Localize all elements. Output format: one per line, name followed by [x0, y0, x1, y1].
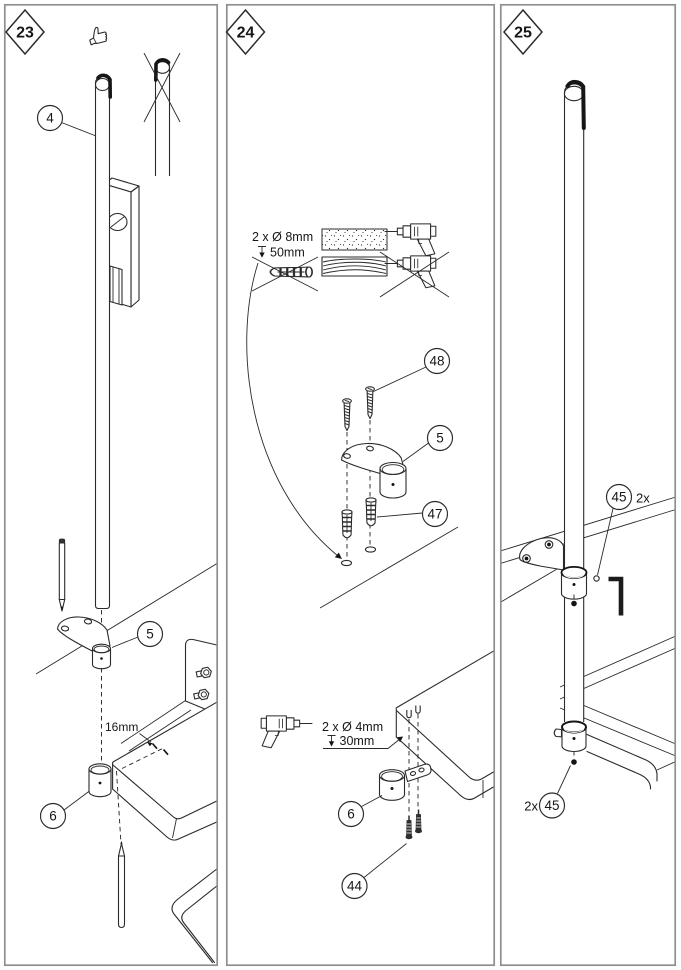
callout-number: 6 — [49, 808, 57, 824]
wall-anchor-icon — [342, 510, 352, 538]
screw-icon — [343, 399, 352, 431]
step-badge — [504, 10, 542, 54]
callout-47 — [377, 502, 448, 527]
step-number: 23 — [16, 24, 34, 42]
panel-step-23 — [5, 5, 217, 965]
callout-5 — [112, 622, 163, 648]
callout-45-top — [598, 485, 651, 576]
callout-5 — [403, 426, 453, 462]
callout-45-bottom — [524, 766, 570, 819]
wall-drill-note — [252, 230, 313, 260]
set-screw-hole — [392, 483, 395, 486]
step-badge — [227, 10, 265, 54]
pole-wrong-orientation — [144, 53, 180, 176]
drill-icon — [261, 716, 312, 748]
wall-anchor-icon — [252, 257, 318, 291]
concrete-material-swatch — [322, 229, 387, 250]
callout-6 — [41, 791, 90, 829]
pilot-hole — [407, 710, 411, 718]
pole-clamp-part — [89, 764, 111, 797]
wall-edge-line — [320, 527, 458, 608]
set-screw — [571, 759, 577, 765]
quantity-label: 2x — [636, 490, 650, 506]
allen-key-icon — [609, 579, 622, 616]
callout-4 — [38, 106, 97, 137]
callout-number: 47 — [427, 506, 443, 522]
step-number: 25 — [514, 24, 532, 42]
clamp-plate-edge — [554, 729, 561, 737]
set-screw-hole — [573, 583, 576, 586]
callout-44 — [342, 844, 407, 899]
desk-drill-note — [322, 720, 403, 749]
drilled-hole — [342, 560, 352, 565]
panel-frame — [501, 5, 675, 965]
set-screw-hole — [391, 787, 394, 790]
drill-spec-label: 2 x Ø 4mm — [322, 720, 384, 734]
step-badge — [6, 10, 44, 54]
shelf-corner — [172, 869, 217, 963]
pole-part — [96, 75, 111, 608]
pole-clamp-part — [380, 764, 432, 800]
callout-number: 45 — [544, 798, 560, 814]
wall-edge-lines — [501, 497, 676, 699]
callout-number: 45 — [611, 489, 627, 505]
drill-spec-label: 2 x Ø 8mm — [252, 230, 314, 244]
pole-ring-part — [562, 567, 587, 599]
drill-not-allowed — [380, 252, 449, 297]
drill-depth-label: 30mm — [339, 734, 375, 748]
panel-step-24 — [227, 5, 495, 965]
callout-number: 4 — [46, 110, 54, 126]
depth-symbol-icon — [328, 736, 336, 747]
callout-48 — [374, 349, 450, 392]
guide-line — [117, 771, 122, 844]
panel-step-25 — [501, 5, 676, 965]
pole-ring-part — [93, 644, 111, 669]
wall-bracket-part — [520, 538, 564, 570]
set-screw-hole — [573, 737, 576, 740]
screw-icon — [366, 387, 375, 419]
pencil-icon — [119, 841, 125, 928]
callout-number: 5 — [436, 430, 444, 446]
small-screw-icon — [415, 810, 421, 833]
drill-icon — [385, 224, 436, 256]
pole-part — [564, 82, 583, 722]
callout-number: 6 — [347, 806, 355, 822]
step-number: 24 — [236, 24, 255, 42]
measurement-label: 16mm — [105, 720, 139, 734]
quantity-label: 2x — [524, 798, 538, 814]
wall-anchor-icon — [366, 498, 376, 526]
pilot-hole — [416, 706, 420, 714]
callout-number: 44 — [346, 878, 363, 894]
thumbs-up-icon — [87, 26, 108, 46]
set-screw — [594, 576, 599, 581]
panel-frame — [5, 5, 217, 965]
set-screw — [571, 601, 577, 607]
leader-curve — [247, 263, 338, 556]
drilled-hole — [366, 547, 376, 552]
set-screw-hole — [99, 782, 102, 785]
callout-number: 48 — [429, 353, 445, 369]
wood-material-swatch — [322, 257, 387, 276]
pole-ring-part — [380, 463, 406, 499]
drill-depth-label: 50mm — [270, 245, 305, 260]
pencil-icon — [59, 539, 64, 611]
small-screw-icon — [406, 816, 412, 839]
block-window-cutout — [110, 266, 122, 305]
callout-number: 5 — [146, 626, 154, 642]
depth-symbol-icon — [258, 247, 266, 258]
callout-6 — [339, 796, 383, 827]
pole-clamp-part — [554, 722, 586, 752]
set-screw-hole — [100, 657, 103, 660]
